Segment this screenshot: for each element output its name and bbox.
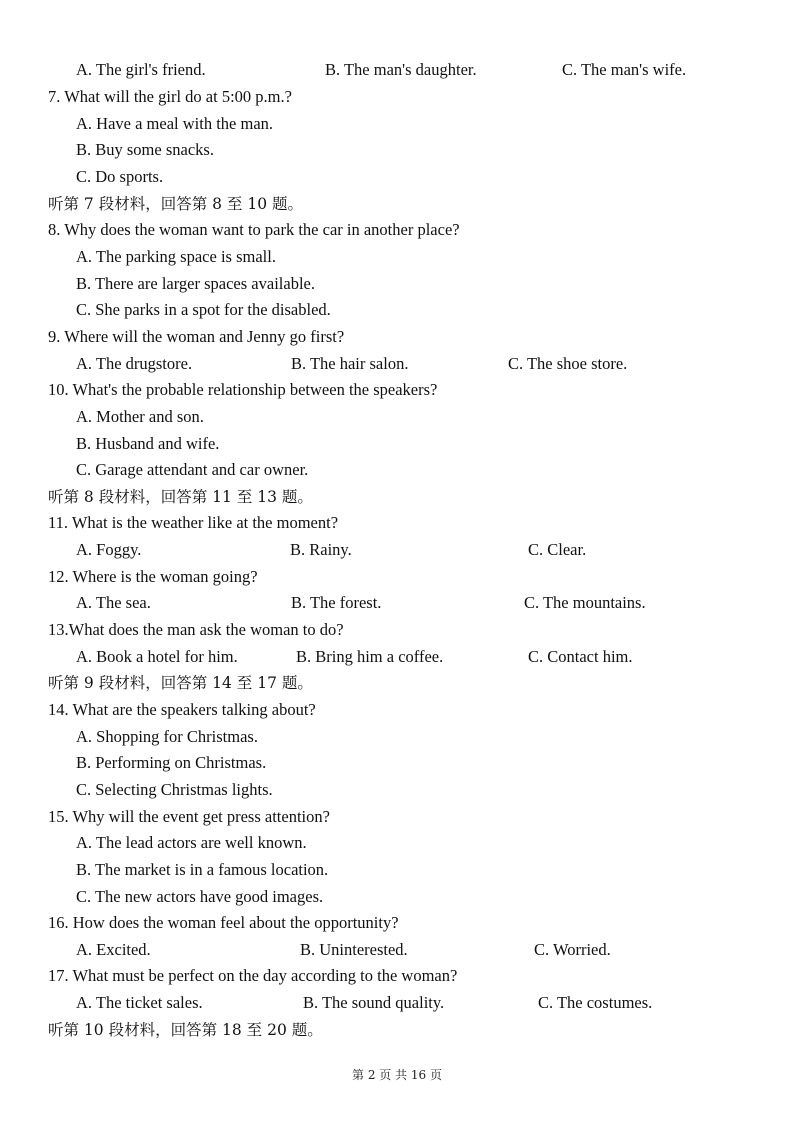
option-a: A. The drugstore. xyxy=(76,354,193,373)
page-footer: 第 2 页 共 16 页 xyxy=(352,1068,442,1082)
option-a: A. Shopping for Christmas. xyxy=(76,727,258,746)
option-a: A. Foggy. xyxy=(76,540,142,559)
option-line xyxy=(0,271,794,297)
option-line xyxy=(0,777,794,803)
section-8-instruction xyxy=(0,484,794,510)
option-a: A. The sea. xyxy=(76,593,151,612)
option-line xyxy=(0,830,794,856)
option-a: A. Excited. xyxy=(76,940,151,959)
option-b: B. Husband and wife. xyxy=(76,434,220,453)
question-16 xyxy=(0,910,794,936)
question-17 xyxy=(0,963,794,989)
option-c: C. The mountains. xyxy=(524,593,646,612)
section-text: 听第 7 段材料，回答第 8 至 10 题。 xyxy=(48,195,304,213)
option-c: C. The costumes. xyxy=(538,993,653,1012)
option-line xyxy=(0,457,794,483)
question-11-options xyxy=(0,537,794,563)
question-text: 8. Why does the woman want to park the car in another place? xyxy=(48,220,460,239)
option-c: C. Garage attendant and car owner. xyxy=(76,460,309,479)
question-15 xyxy=(0,804,794,830)
option-b: B. Uninterested. xyxy=(300,940,408,959)
option-a: A. The girl's friend. xyxy=(76,60,206,79)
option-b: B. Rainy. xyxy=(290,540,352,559)
question-17-options xyxy=(0,990,794,1016)
question-13-options xyxy=(0,644,794,670)
option-c: C. Do sports. xyxy=(76,167,164,186)
option-line xyxy=(0,137,794,163)
option-b: B. Performing on Christmas. xyxy=(76,753,267,772)
option-line xyxy=(0,724,794,750)
question-10 xyxy=(0,377,794,403)
question-12 xyxy=(0,564,794,590)
option-a: A. The ticket sales. xyxy=(76,993,203,1012)
option-a: A. Book a hotel for him. xyxy=(76,647,238,666)
option-line xyxy=(0,750,794,776)
option-b: B. The market is in a famous location. xyxy=(76,860,329,879)
question-text: 10. What's the probable relationship between the speakers? xyxy=(48,380,438,399)
section-text: 听第 8 段材料，回答第 11 至 13 题。 xyxy=(48,488,313,506)
section-text: 听第 9 段材料，回答第 14 至 17 题。 xyxy=(48,674,313,692)
question-text: 13.What does the man ask the woman to do? xyxy=(48,620,344,639)
question-9 xyxy=(0,324,794,350)
option-a: A. Mother and son. xyxy=(76,407,204,426)
option-b: B. There are larger spaces available. xyxy=(76,274,315,293)
question-13 xyxy=(0,617,794,643)
option-line xyxy=(0,164,794,190)
question-9-options xyxy=(0,351,794,377)
question-text: 7. What will the girl do at 5:00 p.m.? xyxy=(48,87,292,106)
option-c: C. Clear. xyxy=(528,540,587,559)
option-c: C. The shoe store. xyxy=(508,354,628,373)
option-c: C. Selecting Christmas lights. xyxy=(76,780,273,799)
section-text: 听第 10 段材料，回答第 18 至 20 题。 xyxy=(48,1021,323,1039)
option-c: C. Worried. xyxy=(534,940,611,959)
question-text: 11. What is the weather like at the moment? xyxy=(48,513,339,532)
option-line xyxy=(0,431,794,457)
option-b: B. Buy some snacks. xyxy=(76,140,214,159)
option-a: A. Have a meal with the man. xyxy=(76,114,274,133)
question-6-options xyxy=(0,57,794,83)
question-text: 17. What must be perfect on the day according to the woman? xyxy=(48,966,458,985)
option-c: C. She parks in a spot for the disabled. xyxy=(76,300,331,319)
option-b: B. The forest. xyxy=(291,593,382,612)
question-text: 12. Where is the woman going? xyxy=(48,567,258,586)
option-line xyxy=(0,884,794,910)
option-a: A. The parking space is small. xyxy=(76,247,276,266)
question-8 xyxy=(0,217,794,243)
question-16-options xyxy=(0,937,794,963)
option-b: B. The man's daughter. xyxy=(325,60,477,79)
section-9-instruction xyxy=(0,670,794,696)
option-b: B. The hair salon. xyxy=(291,354,409,373)
option-line xyxy=(0,111,794,137)
question-text: 9. Where will the woman and Jenny go first? xyxy=(48,327,345,346)
question-text: 14. What are the speakers talking about? xyxy=(48,700,316,719)
option-c: C. The man's wife. xyxy=(562,60,687,79)
question-11 xyxy=(0,510,794,536)
option-line xyxy=(0,404,794,430)
question-14 xyxy=(0,697,794,723)
option-b: B. Bring him a coffee. xyxy=(296,647,444,666)
section-10-instruction xyxy=(0,1017,794,1043)
question-text: 16. How does the woman feel about the opportunity? xyxy=(48,913,399,932)
question-7 xyxy=(0,84,794,110)
option-c: C. Contact him. xyxy=(528,647,633,666)
option-line xyxy=(0,857,794,883)
option-line xyxy=(0,297,794,323)
option-b: B. The sound quality. xyxy=(303,993,445,1012)
option-line xyxy=(0,244,794,270)
question-12-options xyxy=(0,590,794,616)
question-text: 15. Why will the event get press attention? xyxy=(48,807,330,826)
option-c: C. The new actors have good images. xyxy=(76,887,324,906)
option-a: A. The lead actors are well known. xyxy=(76,833,307,852)
section-7-instruction xyxy=(0,191,794,217)
